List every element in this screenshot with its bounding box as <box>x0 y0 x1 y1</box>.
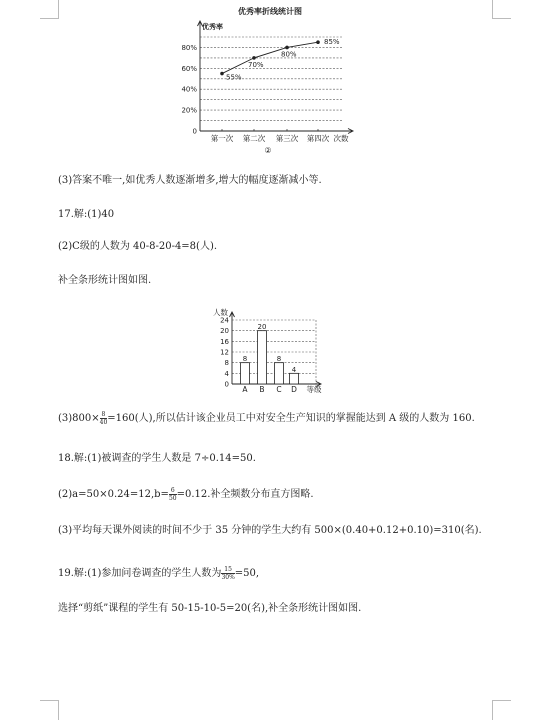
answer-18-2 <box>58 487 314 502</box>
data-label: 85% <box>324 38 340 47</box>
chart-caption: ② <box>264 146 272 155</box>
y-tick-label: 0 <box>192 127 197 136</box>
answer-17-1: 17.解:(1)40 <box>58 209 115 220</box>
bar <box>290 373 299 384</box>
fraction-15-30pct <box>221 566 234 581</box>
data-point <box>285 46 289 50</box>
y-tick-label: 16 <box>220 337 229 346</box>
answer-18-3: (3)平均每天课外阅读的时间不少于 35 分钟的学生大约有 500×(0.40+0.12+0.10)=310(名). <box>58 525 482 536</box>
crop-mark-top-left <box>40 0 59 19</box>
y-tick-label: 80% <box>181 43 197 52</box>
y-tick-label: 20% <box>181 106 197 115</box>
fraction-6-50 <box>169 487 177 502</box>
y-axis-arrow-icon <box>198 21 203 26</box>
x-axis-arrow-icon <box>348 129 353 134</box>
bar-value-label: 8 <box>276 355 282 364</box>
bar <box>275 363 284 384</box>
y-tick-label: 8 <box>224 359 229 368</box>
bar-value-label: 8 <box>242 355 248 364</box>
answer-17-3-prefix: (3)800× <box>58 413 100 424</box>
x-tick-label: B <box>259 385 265 394</box>
x-axis-arrow-icon <box>316 382 321 387</box>
fraction-denominator: 40 <box>99 419 108 426</box>
answer-17-3-suffix: =160(人),所以估计该企业员工中对安全生产知识的掌握能达到 A 级的人数为 160. <box>107 413 475 424</box>
answer-18-2-prefix: (2)a=50×0.24=12,b= <box>58 489 169 500</box>
y-tick-label: 0 <box>224 380 229 389</box>
crop-mark-top-right <box>492 0 511 19</box>
answer-19-1 <box>58 566 259 581</box>
bar <box>241 363 250 384</box>
data-label: 70% <box>248 60 264 69</box>
crop-mark-bottom-right <box>492 700 511 720</box>
y-axis-label: 优秀率 <box>202 23 223 31</box>
chart-title: 优秀率折线统计图 <box>238 7 302 16</box>
answer-19-1-suffix: =50, <box>234 568 260 579</box>
data-point <box>220 72 224 76</box>
answer-19-1-note: 选择“剪纸”课程的学生有 50-15-10-5=20(名),补全条形统计图如图. <box>58 603 362 614</box>
series-line <box>222 42 318 73</box>
x-tick-label: 第一次 <box>210 134 234 143</box>
answer-19-1-prefix: 19.解:(1)参加问卷调查的学生人数为 <box>58 568 222 579</box>
x-tick-label: C <box>276 385 282 394</box>
bar-value-label: 20 <box>257 323 267 332</box>
answer-17-3 <box>58 411 475 426</box>
x-tick-label: A <box>242 385 248 394</box>
x-tick-label: 第二次 <box>242 134 266 143</box>
fraction-numerator: 15 <box>221 566 234 574</box>
x-tick-label: D <box>291 385 297 394</box>
y-tick-label: 12 <box>220 348 229 357</box>
fraction-denominator: 50 <box>168 495 177 502</box>
data-label: 80% <box>281 50 297 59</box>
x-axis-label: 次数 <box>333 134 349 143</box>
crop-mark-bottom-left <box>40 700 59 720</box>
bar <box>258 331 267 384</box>
answer-18-2-suffix: =0.12.补全频数分布直方图略. <box>176 489 314 500</box>
data-point <box>316 40 320 44</box>
data-label: 55% <box>226 73 242 82</box>
answer-18-1: 18.解:(1)被调查的学生人数是 7÷0.14=50. <box>58 453 256 464</box>
data-point <box>252 56 256 60</box>
y-tick-label: 40% <box>181 85 197 94</box>
fraction-denominator: 30% <box>221 574 235 581</box>
bar-value-label: 4 <box>291 365 297 374</box>
y-tick-label: 4 <box>224 369 229 378</box>
x-axis-label: 等级 <box>306 385 322 394</box>
answer-17-2: (2)C级的人数为 40-8-20-4=8(人). <box>58 241 218 252</box>
y-tick-label: 24 <box>220 316 229 325</box>
answer-17-2-note: 补全条形统计图如图. <box>58 275 152 286</box>
y-tick-label: 60% <box>181 64 197 73</box>
x-tick-label: 第四次 <box>306 134 330 143</box>
y-axis-label: 人数 <box>213 308 228 317</box>
y-tick-label: 20 <box>220 327 229 336</box>
x-tick-label: 第三次 <box>275 134 299 143</box>
answer-16-3: (3)答案不唯一,如优秀人数逐渐增多,增大的幅度逐渐减小等. <box>58 175 322 186</box>
y-axis-arrow-icon <box>230 312 235 317</box>
fraction-numerator: 6 <box>170 487 175 494</box>
fraction-numerator: 8 <box>101 411 106 418</box>
